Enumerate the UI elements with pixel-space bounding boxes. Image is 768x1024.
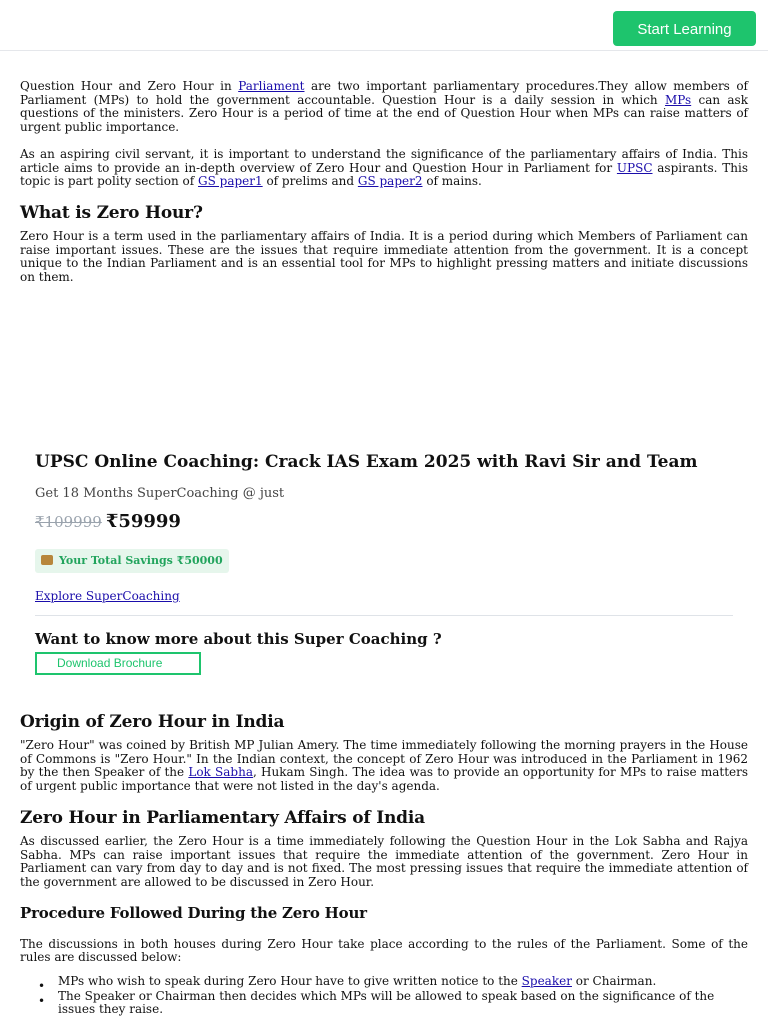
start-learning-button[interactable]: Start Learning [613,11,756,46]
text: are two important parliamentary procedures.They allow members of Parliament (MPs) to hold the government accountable. Question Hour is a daily session in which [20,79,748,107]
old-price: ₹109999 [35,513,102,531]
text: "Zero Hour" was coined by British MP Julian Amery. The time immediately following the morning prayers in the House of Commons is "Zero Hour." In the Indian context, the concept of Zero Hour was introduced in the Parliament in 1962 by the then Speaker of the [20,738,748,780]
article-intro [20,80,748,295]
list-item [58,975,748,989]
coaching-title: UPSC Online Coaching: Crack IAS Exam 2025 with Ravi Sir and Team [35,452,698,472]
explore-supercoaching-link[interactable]: Explore SuperCoaching [35,589,180,603]
wallet-icon [41,555,53,565]
coaching-card [35,452,733,675]
coaching-subtitle: Get 18 Months SuperCoaching @ just [35,486,285,501]
affairs-paragraph: As discussed earlier, the Zero Hour is a time immediately following the Question Hour in the Lok Sabha and Rajya Sabha. MPs can raise important issues that require the immediate attention of the government. Zero Hour in Parliament can vary from day to day and is not fixed. The most pressing issues that require the immediate attention of the government are allowed to be discussed in Zero Hour. [20,833,748,889]
article-body [20,712,748,1018]
gs-paper2-link[interactable]: GS paper2 [357,174,423,189]
what-paragraph: Zero Hour is a term used in the parliamentary affairs of India. It is a period during which Members of Parliament can raise important issues. These are the issues that require immediate attention from the government. It is a concept unique to the Indian Parliament and is an essential tool for MPs to highlight pressing matters and initiate discussions on them. [20,228,748,285]
text: of prelims and [262,174,358,189]
procedure-rules-list [20,975,748,1017]
text: of mains. [422,174,482,189]
gs-paper1-link[interactable]: GS paper1 [198,174,263,189]
origin-paragraph [20,739,748,794]
intro-paragraph-1 [20,80,748,135]
procedure-heading: Procedure Followed During the Zero Hour [20,903,367,922]
explore-row [35,589,733,603]
text: Question Hour and Zero Hour in [20,79,239,93]
mps-link[interactable]: MPs [664,92,692,107]
text: , Hukam Singh. The idea was to provide an opportunity for MPs to raise matters of urgent public importance that were not listed in the day's agenda. [20,765,749,794]
want-more-heading: Want to know more about this Super Coaching ? [35,630,442,648]
list-item: • The Speaker or Chairman then decides which MPs will be allowed to speak based on the significance of the issues they raise. [58,990,748,1017]
speaker-link[interactable]: Speaker [521,974,572,989]
savings-text: Your Total Savings ₹50000 [59,554,223,567]
intro-paragraph-2 [20,148,748,189]
text: aspirants. This topic is part polity section of [20,160,748,189]
what-is-zero-hour-heading: What is Zero Hour? [20,202,203,223]
procedure-paragraph: The discussions in both houses during Zero Hour take place according to the rules of the Parliament. Some of the rules are discussed below: [20,936,748,965]
upsc-link[interactable]: UPSC [616,160,653,175]
text: or Chairman. [571,974,657,989]
text: MPs who wish to speak during Zero Hour have to give written notice to the [58,974,522,989]
text: As an aspiring civil servant, it is important to understand the significance of the parliamentary affairs of India. This article aims to provide an in-depth overview of Zero Hour and Question Hour in Parliament for [20,146,748,175]
download-brochure-button[interactable]: Download Brochure [35,652,201,675]
origin-heading: Origin of Zero Hour in India [20,712,285,732]
text: can ask questions of the ministers. Zero Hour is a period of time at the end of Question Hour when MPs can raise matters of urgent public importance. [20,92,748,135]
price-row [35,511,733,535]
top-bar [0,0,768,51]
new-price: ₹59999 [105,511,181,532]
parliament-link[interactable]: Parliament [238,79,305,93]
divider [35,615,733,616]
savings-badge [35,549,229,573]
affairs-heading: Zero Hour in Parliamentary Affairs of India [20,807,425,828]
lok-sabha-link[interactable]: Lok Sabha [188,765,253,780]
